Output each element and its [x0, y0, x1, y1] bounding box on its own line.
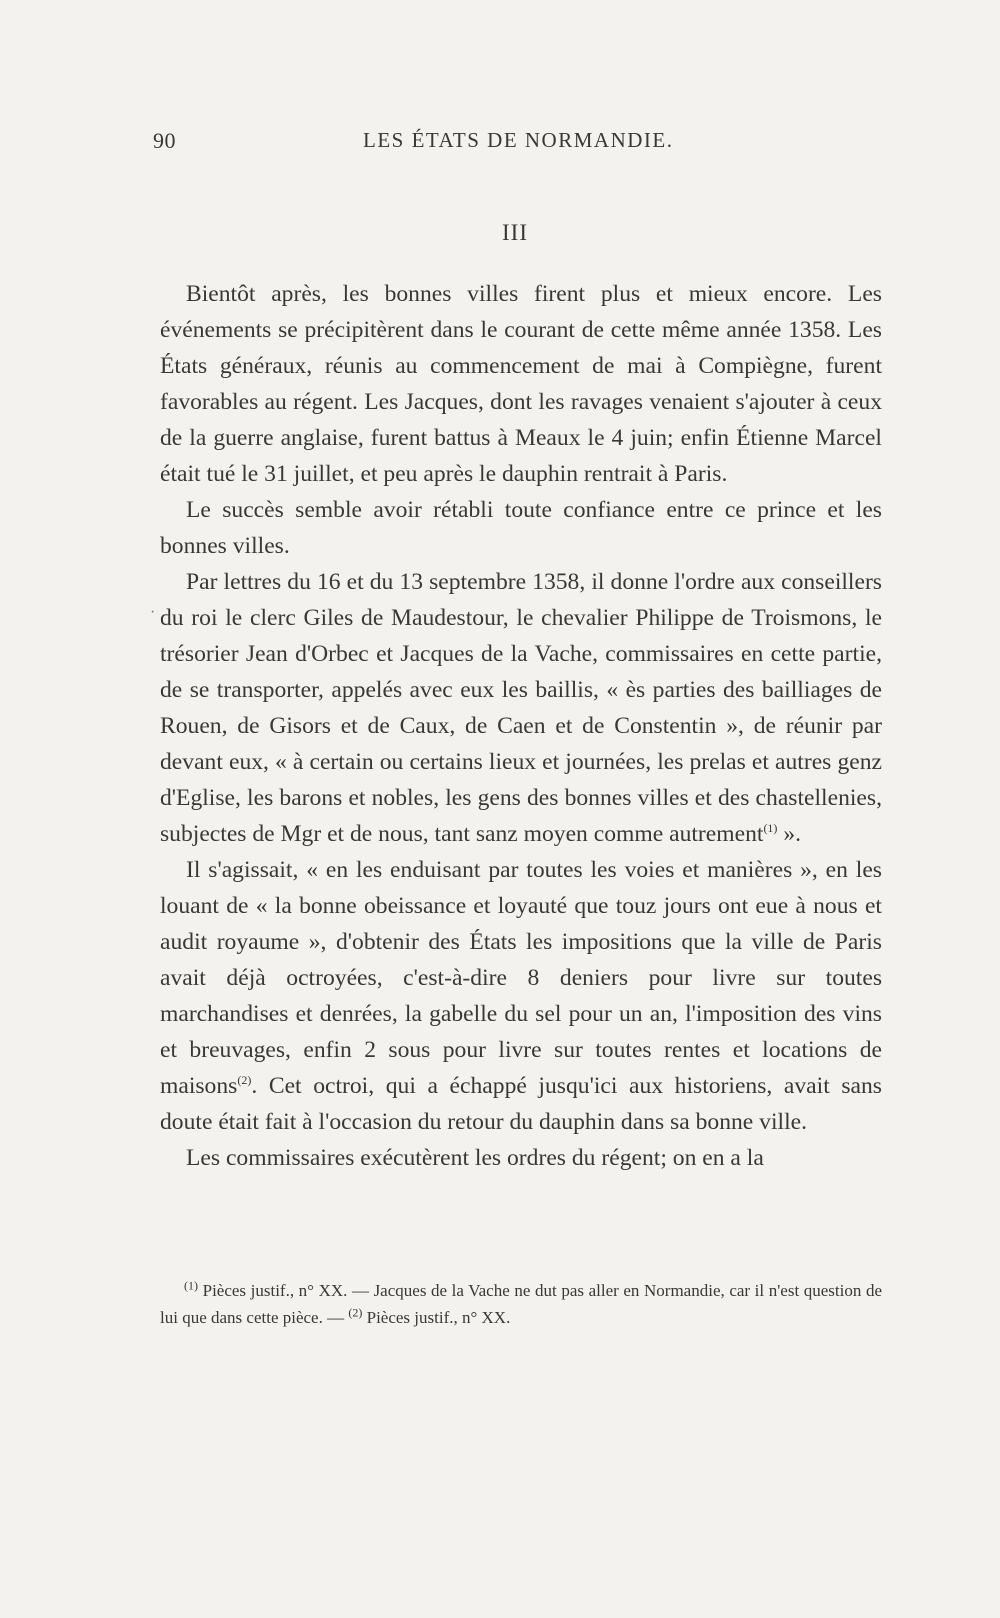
footnotes	[160, 1277, 882, 1331]
paragraph-text: Par lettres du 16 et du 13 septembre 1358, il donne l'ordre aux conseillers du roi le clerc Giles de Maudestour, le chevalier Philippe de Troismons, le trésorier Jean d'Orbec et Jacques de la Vache, commissaires en cette partie, de se transporter, appelés avec eux les baillis, « ès parties des bailliages de Rouen, de Gisors et de Caux, de Caen et de Constentin », de réunir par devant eux, « à certain ou certains lieux et journées, les prelas et autres genz d'Eglise, les barons et nobles, les gens des bonnes villes et des chastellenies, subjectes de Mgr et de nous, tant sanz moyen comme autrement	[160, 569, 882, 847]
paragraph	[160, 276, 882, 492]
footnote-marker: (1)	[184, 1278, 198, 1293]
running-head	[153, 128, 873, 162]
margin-dot: ·	[150, 604, 156, 621]
footnote-marker: (2)	[348, 1305, 363, 1320]
section-number: III	[502, 220, 528, 245]
page-number: 90	[153, 128, 176, 153]
paragraph-text-tail: . Cet octroi, qui a échappé jusqu'ici aux historiens, avait sans doute était fait à l'occasion du retour du dauphin dans sa bonne ville.	[160, 1073, 882, 1135]
running-title: LES ÉTATS DE NORMANDIE.	[363, 128, 674, 152]
footnote-reference[interactable]: (2)	[237, 1073, 252, 1088]
paragraph	[160, 492, 882, 564]
paragraph-text: Il s'agissait, « en les enduisant par toutes les voies et manières », en les louant de « la bonne obeissance et loyauté que touz jours ont eue à nous et audit royaume », d'obtenir des États les impositions que la ville de Paris avait déjà octroyées, c'est-à-dire 8 deniers pour livre sur toutes marchandises et denrées, la gabelle du sel pour un an, l'imposition des vins et breuvages, enfin 2 sous pour livre sur toutes rentes et locations de maisons	[160, 857, 882, 1099]
footnote-text: Pièces justif., n° XX. — Jacques de la Vache ne dut pas aller en Normandie, car il n'est question de lui que dans cette pièce. —	[160, 1281, 883, 1327]
paragraph	[160, 1140, 882, 1176]
paragraph-text: Les commissaires exécutèrent les ordres du régent; on en a la	[186, 1145, 764, 1171]
footnote-text: Pièces justif., n° XX.	[366, 1308, 511, 1327]
paragraph-text: Le succès semble avoir rétabli toute confiance entre ce prince et les bonnes villes.	[160, 497, 882, 559]
paragraph	[160, 852, 882, 1140]
paragraph-text: Bientôt après, les bonnes villes firent plus et mieux encore. Les événements se précipitèrent dans le courant de cette même année 1358. Les États généraux, réunis au commencement de mai à Compiègne, furent favorables au régent. Les Jacques, dont les ravages venaient s'ajouter à ceux de la guerre anglaise, furent battus à Meaux le 4 juin; enfin Étienne Marcel était tué le 31 juillet, et peu après le dauphin rentrait à Paris.	[160, 281, 882, 487]
paragraph-text-tail: ».	[777, 821, 802, 847]
paragraph	[160, 564, 882, 852]
body-text	[160, 276, 882, 1176]
footnote-reference[interactable]: (1)	[763, 821, 778, 836]
footnote	[160, 1277, 882, 1331]
